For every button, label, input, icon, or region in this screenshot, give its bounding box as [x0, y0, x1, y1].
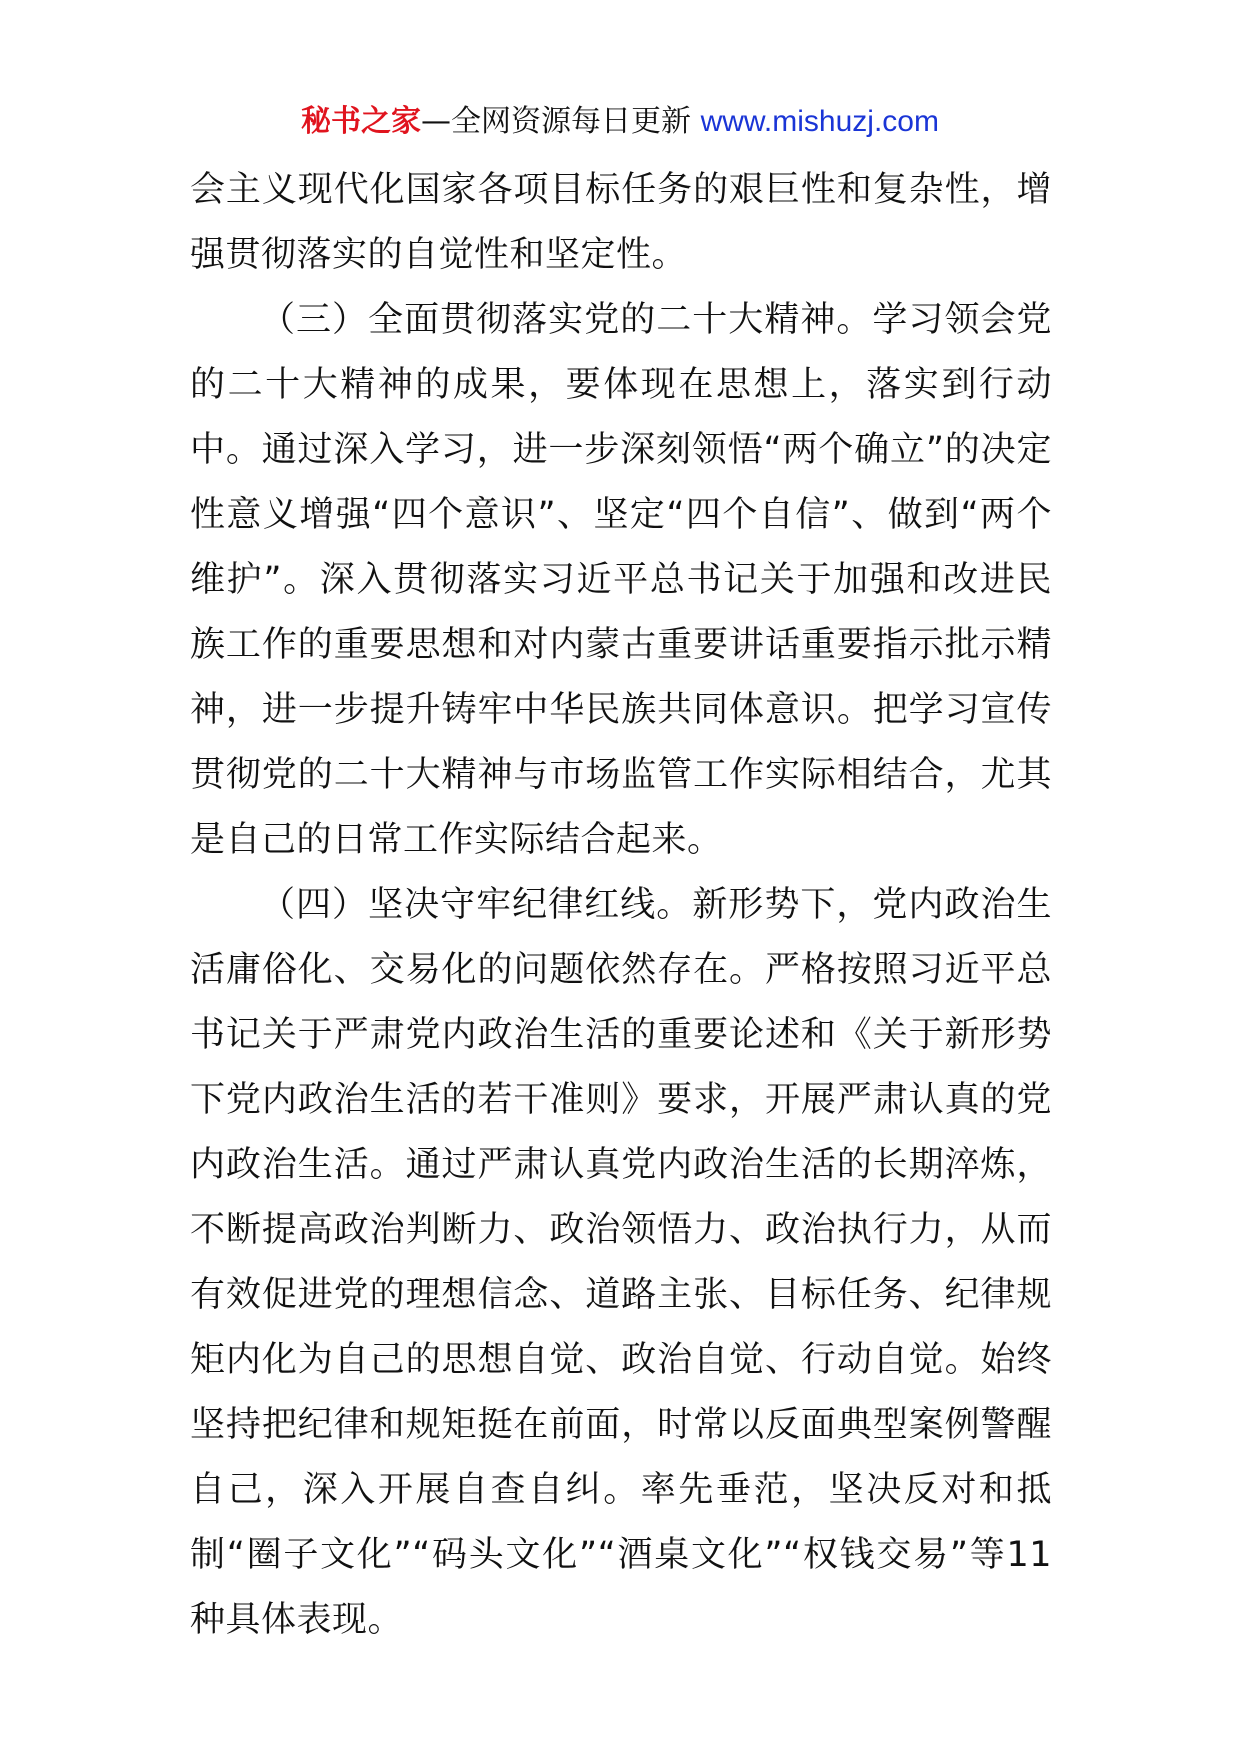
paragraph-continued: 会主义现代化国家各项目标任务的艰巨性和复杂性，增强贯彻落实的自觉性和坚定性。	[190, 170, 1052, 275]
paragraph-section-four: （四）坚决守牢纪律红线。新形势下，党内政治生活庸俗化、交易化的问题依然存在。严格按照习近平总书记关于严肃党内政治生活的重要论述和《关于新形势下党内政治生活的若干准则》要求，开展严肃认真的党内政治生活。通过严肃认真党内政治生活的长期淬炼，不断提高政治判断力、政治领悟力、政治执行力，从而有效促进党的理想信念、道路主张、目标任务、纪律规矩内化为自己的思想自觉、政治自觉、行动自觉。始终坚持把纪律和规矩挺在前面，时常以反面典型案例警醒自己，深入开展自查自纠。率先垂范，坚决反对和抵制“圈子文化”“码头文化”“酒桌文化”“权钱交易”等11种具体表现。	[190, 885, 1052, 1640]
site-url-link[interactable]: www.mishuzj.com	[700, 105, 939, 138]
paragraph-section-three: （三）全面贯彻落实党的二十大精神。学习领会党的二十大精神的成果，要体现在思想上，落实到行动中。通过深入学习，进一步深刻领悟“两个确立”的决定性意义增强“四个意识”、坚定“四个自信”、做到“两个维护”。深入贯彻落实习近平总书记关于加强和改进民族工作的重要思想和对内蒙古重要讲话重要指示批示精神，进一步提升铸牢中华民族共同体意识。把学习宣传贯彻党的二十大精神与市场监管工作实际相结合，尤其是自己的日常工作实际结合起来。	[190, 300, 1052, 860]
brand-name: 秘书之家	[301, 104, 422, 139]
header-tagline: —全网资源每日更新	[421, 104, 701, 139]
page-header	[0, 100, 1240, 144]
document-body	[190, 158, 1052, 1653]
